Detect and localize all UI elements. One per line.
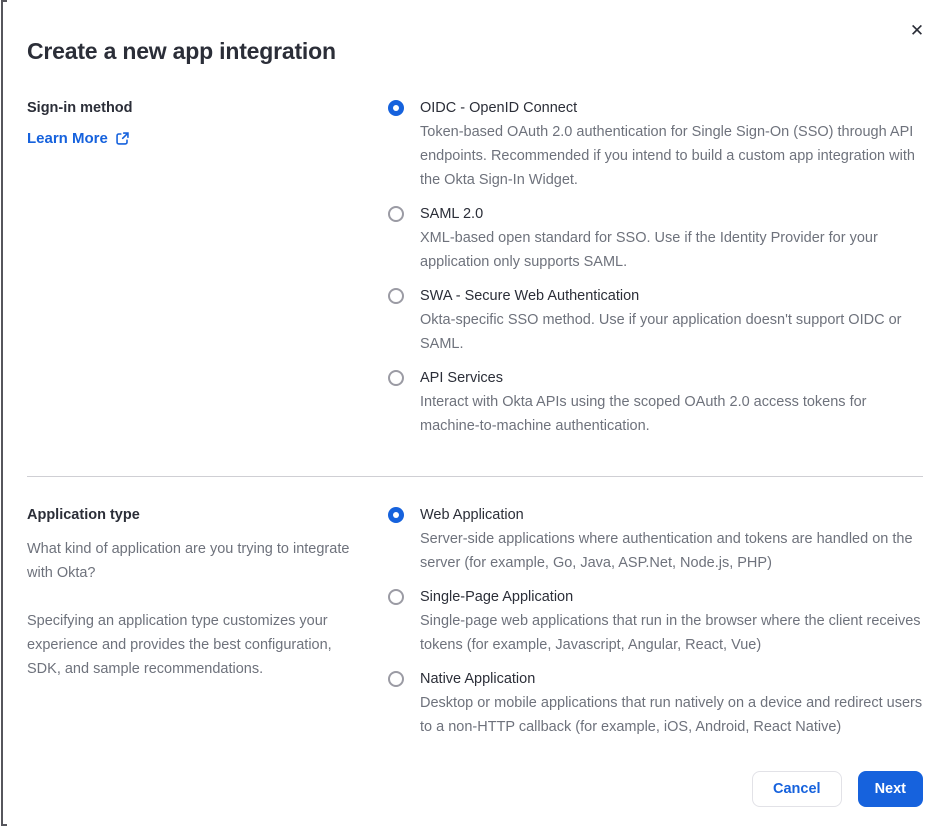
option-native-application-label: Native Application (420, 671, 536, 687)
option-oidc[interactable] (388, 96, 923, 192)
option-spa[interactable] (388, 585, 923, 657)
application-type-question: What kind of application are you trying to integrate with Okta? (27, 541, 350, 581)
option-api-services-description: Interact with Okta APIs using the scoped OAuth 2.0 access tokens for machine-to-machine authentication. (420, 394, 867, 434)
next-button[interactable]: Next (858, 771, 923, 807)
option-native-application-description: Desktop or mobile applications that run natively on a device and redirect users to a non-HTTP callback (for example, iOS, Android, React Native) (420, 695, 923, 735)
learn-more-link[interactable] (27, 130, 130, 147)
option-swa-description: Okta-specific SSO method. Use if your application doesn't support OIDC or SAML. (420, 312, 902, 352)
option-spa-description: Single-page web applications that run in the browser where the client receives tokens (for example, Javascript, Angular, React, Vue) (420, 613, 921, 653)
application-type-left-column (27, 503, 363, 739)
signin-method-options (388, 96, 923, 438)
learn-more-label: Learn More (27, 130, 108, 147)
option-saml[interactable] (388, 202, 923, 274)
option-spa-label: Single-Page Application (420, 589, 574, 605)
option-swa[interactable] (388, 284, 923, 356)
radio-spa[interactable] (388, 589, 404, 605)
section-divider (27, 476, 923, 477)
option-saml-description: XML-based open standard for SSO. Use if the Identity Provider for your application only supports SAML. (420, 230, 878, 270)
signin-method-section (27, 96, 923, 438)
dialog-footer (27, 771, 923, 807)
option-web-application-label: Web Application (420, 507, 524, 523)
signin-method-heading: Sign-in method (27, 100, 133, 116)
radio-saml[interactable] (388, 206, 404, 222)
signin-method-left-column (27, 96, 363, 438)
radio-api-services[interactable] (388, 370, 404, 386)
option-web-application[interactable] (388, 503, 923, 575)
option-swa-label: SWA - Secure Web Authentication (420, 288, 640, 304)
application-type-options (388, 503, 923, 739)
option-native-application[interactable] (388, 667, 923, 739)
close-icon[interactable]: ✕ (906, 20, 928, 42)
option-web-application-description: Server-side applications where authentication and tokens are handled on the server (for example, Go, Java, ASP.Net, Node.js, PHP) (420, 531, 913, 571)
application-type-note: Specifying an application type customizes your experience and provides the best configuration, SDK, and sample recommendations. (27, 613, 332, 677)
radio-native-application[interactable] (388, 671, 404, 687)
radio-web-application-selected[interactable] (388, 507, 404, 523)
radio-oidc-selected[interactable] (388, 100, 404, 116)
option-saml-label: SAML 2.0 (420, 206, 484, 222)
option-oidc-label: OIDC - OpenID Connect (420, 100, 578, 116)
radio-swa[interactable] (388, 288, 404, 304)
cancel-button[interactable]: Cancel (752, 771, 842, 807)
application-type-heading: Application type (27, 507, 140, 523)
option-oidc-description: Token-based OAuth 2.0 authentication for Single Sign-On (SSO) through API endpoints. Recommended if you intend to build a custom app integration with the Okta Sign-In Widget. (420, 124, 915, 188)
dialog-title: Create a new app integration (27, 38, 336, 64)
option-api-services-label: API Services (420, 370, 503, 386)
option-api-services[interactable] (388, 366, 923, 438)
application-type-section (27, 503, 923, 739)
external-link-icon (115, 131, 130, 146)
